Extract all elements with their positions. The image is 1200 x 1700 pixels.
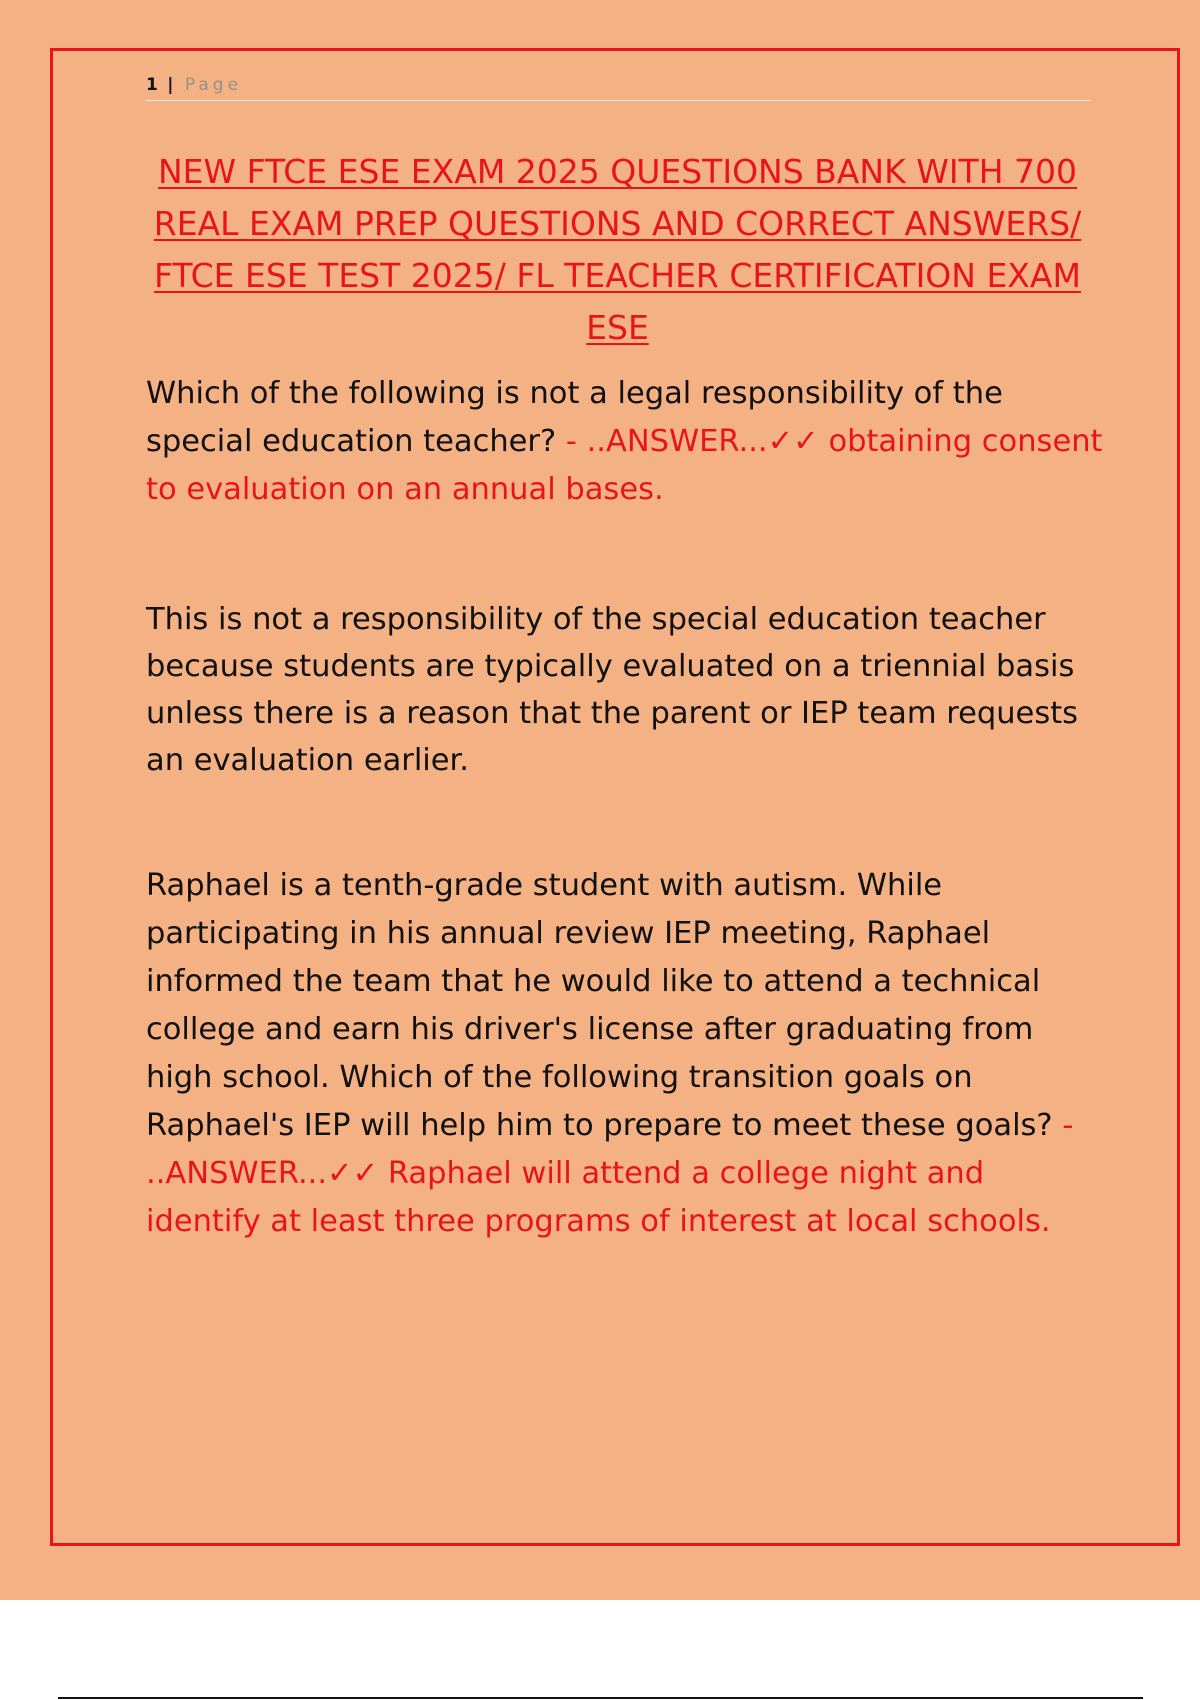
page-header (146, 74, 1091, 101)
answer-text: obtaining consent to evaluation on an annual bases. (146, 424, 1103, 507)
page-separator: | (167, 75, 174, 95)
page-label: Page (184, 75, 243, 95)
answer-explanation: This is not a responsibility of the special education teacher because students are typically evaluated on a triennial basis unless there is a reason that the parent or IEP team requests an evaluation earlier. (146, 602, 1079, 778)
answer-marker: - ..ANSWER...✓✓ (146, 1108, 1074, 1191)
question-text: Which of the following is not a legal responsibility of the special education teacher? (146, 376, 1003, 459)
question-answer-1 (146, 370, 1106, 514)
answer-marker: - ..ANSWER...✓✓ (565, 424, 819, 459)
question-text: Raphael is a tenth-grade student with autism. While participating in his annual review IEP meeting, Raphael informed the team that he would like to attend a technical college and earn his driver's license after graduating from high school. Which of the following transition goals on Raphael's IEP will help him to prepare to meet these goals? (146, 868, 1053, 1143)
question-answer-2 (146, 862, 1106, 1246)
answer-text: Raphael will attend a college night and identify at least three programs of interest at local schools. (146, 1156, 1051, 1239)
document-title: NEW FTCE ESE EXAM 2025 QUESTIONS BANK WITH 700 REAL EXAM PREP QUESTIONS AND CORRECT ANSWERS/ FTCE ESE TEST 2025/ FL TEACHER CERTIFICATION EXAM ESE (153, 152, 1082, 347)
bottom-divider (58, 1697, 1143, 1699)
page-number: 1 (146, 75, 158, 95)
